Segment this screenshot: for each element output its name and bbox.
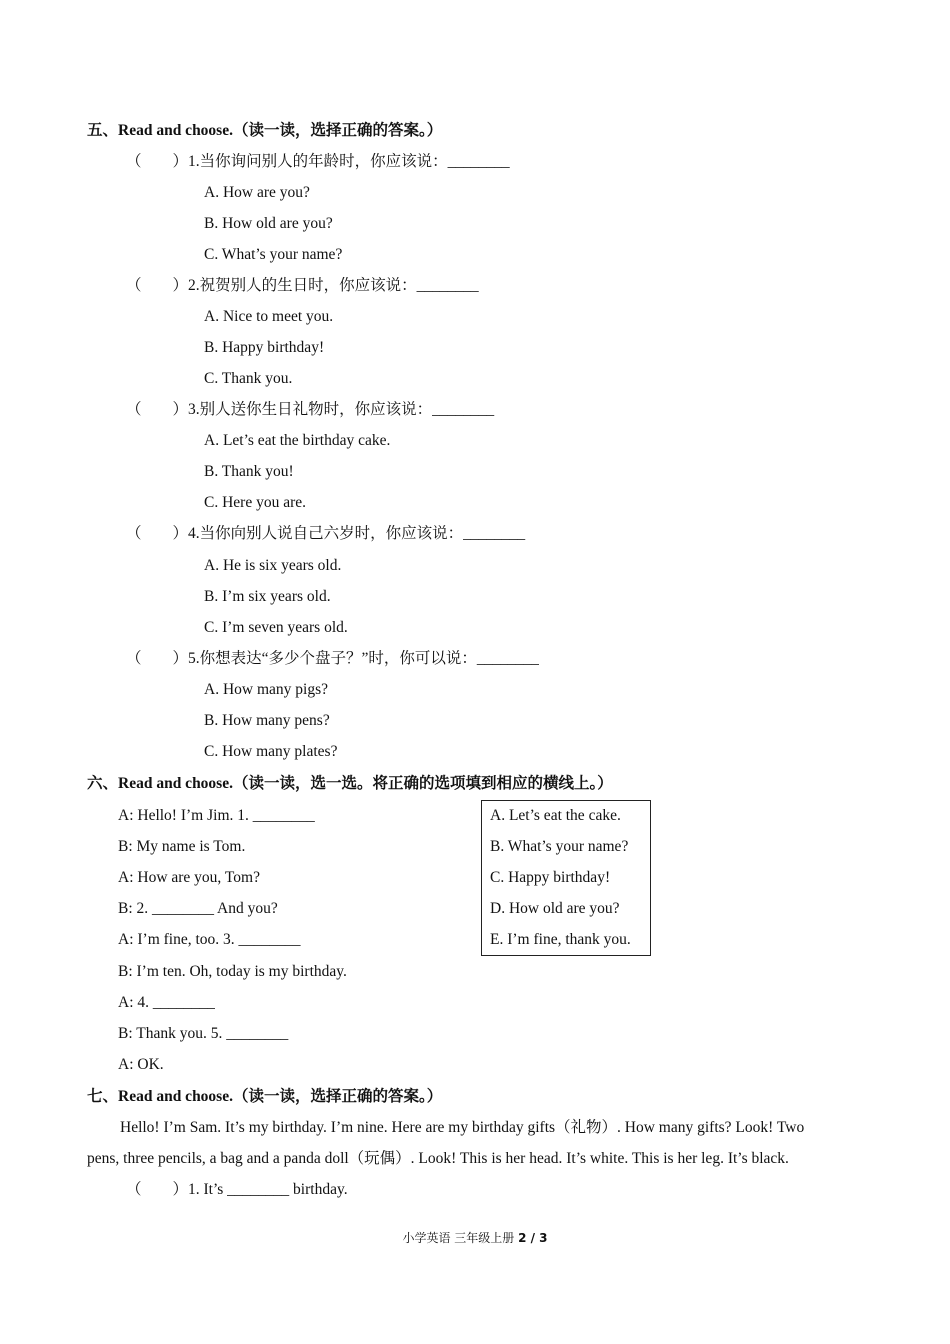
option-3c: C. Here you are. [204, 494, 306, 511]
option-5c: C. How many plates? [204, 743, 338, 760]
dialogue-line-1: A: Hello! I’m Jim. 1. ________ [118, 807, 315, 824]
option-4a: A. He is six years old. [204, 557, 342, 574]
passage-line-1: Hello! I’m Sam. It’s my birthday. I’m nine. Here are my birthday gifts（礼物）. How many gifts? Look! Two [120, 1119, 805, 1136]
option-4c: C. I’m seven years old. [204, 619, 348, 636]
page-number: 2 / 3 [518, 1231, 548, 1245]
box-option-d: D. How old are you? [490, 900, 620, 917]
option-5b: B. How many pens? [204, 712, 330, 729]
option-1a: A. How are you? [204, 184, 310, 201]
option-2b: B. Happy birthday! [204, 339, 325, 356]
box-option-b: B. What’s your name? [490, 838, 629, 855]
option-3b: B. Thank you! [204, 463, 294, 480]
box-option-e: E. I’m fine, thank you. [490, 931, 631, 948]
dialogue-line-5: A: I’m fine, too. 3. ________ [118, 931, 301, 948]
option-2c: C. Thank you. [204, 370, 293, 387]
dialogue-line-9: A: OK. [118, 1056, 164, 1073]
option-4b: B. I’m six years old. [204, 588, 331, 605]
question-2: （ ）2.祝贺别人的生日时，你应该说：________ [126, 277, 479, 294]
dialogue-line-7: A: 4. ________ [118, 994, 215, 1011]
s7-question-1: （ ）1. It’s ________ birthday. [126, 1181, 348, 1198]
dialogue-line-6: B: I’m ten. Oh, today is my birthday. [118, 963, 347, 980]
section-5-title: 五、Read and choose.（读一读，选择正确的答案。） [87, 122, 443, 139]
box-option-a: A. Let’s eat the cake. [490, 807, 621, 824]
section-6-title: 六、Read and choose.（读一读，选一选。将正确的选项填到相应的横线上。） [87, 775, 613, 792]
dialogue-line-2: B: My name is Tom. [118, 838, 246, 855]
section-7-title: 七、Read and choose.（读一读，选择正确的答案。） [87, 1088, 443, 1105]
box-option-c: C. Happy birthday! [490, 869, 611, 886]
dialogue-line-3: A: How are you, Tom? [118, 869, 260, 886]
question-5: （ ）5.你想表达“多少个盘子？”时，你可以说：________ [126, 650, 539, 667]
option-3a: A. Let’s eat the birthday cake. [204, 432, 391, 449]
question-3: （ ）3.别人送你生日礼物时，你应该说：________ [126, 401, 495, 418]
passage-line-2: pens, three pencils, a bag and a panda doll（玩偶）. Look! This is her head. It’s white. This is her leg. It’s black. [87, 1150, 789, 1167]
question-1: （ ）1.当你询问别人的年龄时，你应该说：________ [126, 153, 510, 170]
dialogue-line-8: B: Thank you. 5. ________ [118, 1025, 289, 1042]
option-2a: A. Nice to meet you. [204, 308, 334, 325]
footer-text: 小学英语 三年级上册 [402, 1231, 519, 1245]
page-footer [0, 1229, 950, 1246]
option-1b: B. How old are you? [204, 215, 333, 232]
question-4: （ ）4.当你向别人说自己六岁时，你应该说：________ [126, 525, 526, 542]
option-1c: C. What’s your name? [204, 246, 343, 263]
dialogue-line-4: B: 2. ________ And you? [118, 900, 278, 917]
option-5a: A. How many pigs? [204, 681, 328, 698]
